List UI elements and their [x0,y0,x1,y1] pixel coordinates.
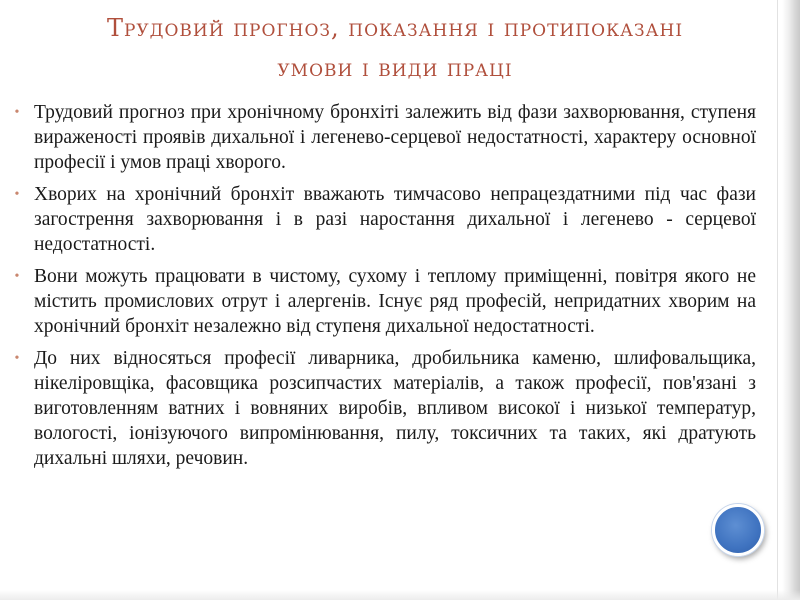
slide-body [10,100,756,478]
bullet-paragraph-4 [10,346,756,471]
paragraph-text: Хворих на хронічний бронхіт вважають тимчасово непрацездатними під час фази загострення захворювання і в разі наростання дихальної і легенево - серцевої недостатності. [34,184,756,255]
decorative-bottom-shadow [0,590,800,600]
paragraph-text: Вони можуть працювати в чистому, сухому і теплому приміщенні, повітря якого не містить промислових отрут і алергенів. Існує ряд професій, непридатних хворим на хронічний бронхіт незалежно від ступеня дихальної недостатності. [34,266,756,337]
slide-title-line-1: Трудовий прогноз, показання і протипоказані [106,14,684,42]
decorative-side-shadow [782,0,800,600]
bullet-dot-icon: • [14,269,20,284]
slide-title-line-2: умови і види праці [277,54,513,82]
paragraph-text: До них відносяться професії ливарника, дробильника каменю, шлифовальщика, нікеліровщіка, фасовщика розсипчастих матеріалів, а також професії, пов'язані з виготовленням ватних і вовняних виробів, впливом високої і низької температур, вологості, іонізуючого випромінювання, пилу, токсичних та таких, які дратують дихальні шляхи, речовин. [34,348,756,469]
paragraph-text: Трудовий прогноз при хронічному бронхіті залежить від фази захворювання, ступеня вираженості проявів дихальної і легенево-серцевої недостатності, характеру основної професії і умов праці хворого. [34,102,756,173]
bullet-paragraph-1 [10,100,756,175]
decorative-border-line [777,0,778,600]
slide-title [40,8,750,88]
bullet-paragraph-2 [10,182,756,257]
bullet-dot-icon: • [14,351,20,366]
blue-circle-decoration-icon [712,504,764,556]
bullet-paragraph-3 [10,264,756,339]
bullet-dot-icon: • [14,105,20,120]
bullet-dot-icon: • [14,187,20,202]
